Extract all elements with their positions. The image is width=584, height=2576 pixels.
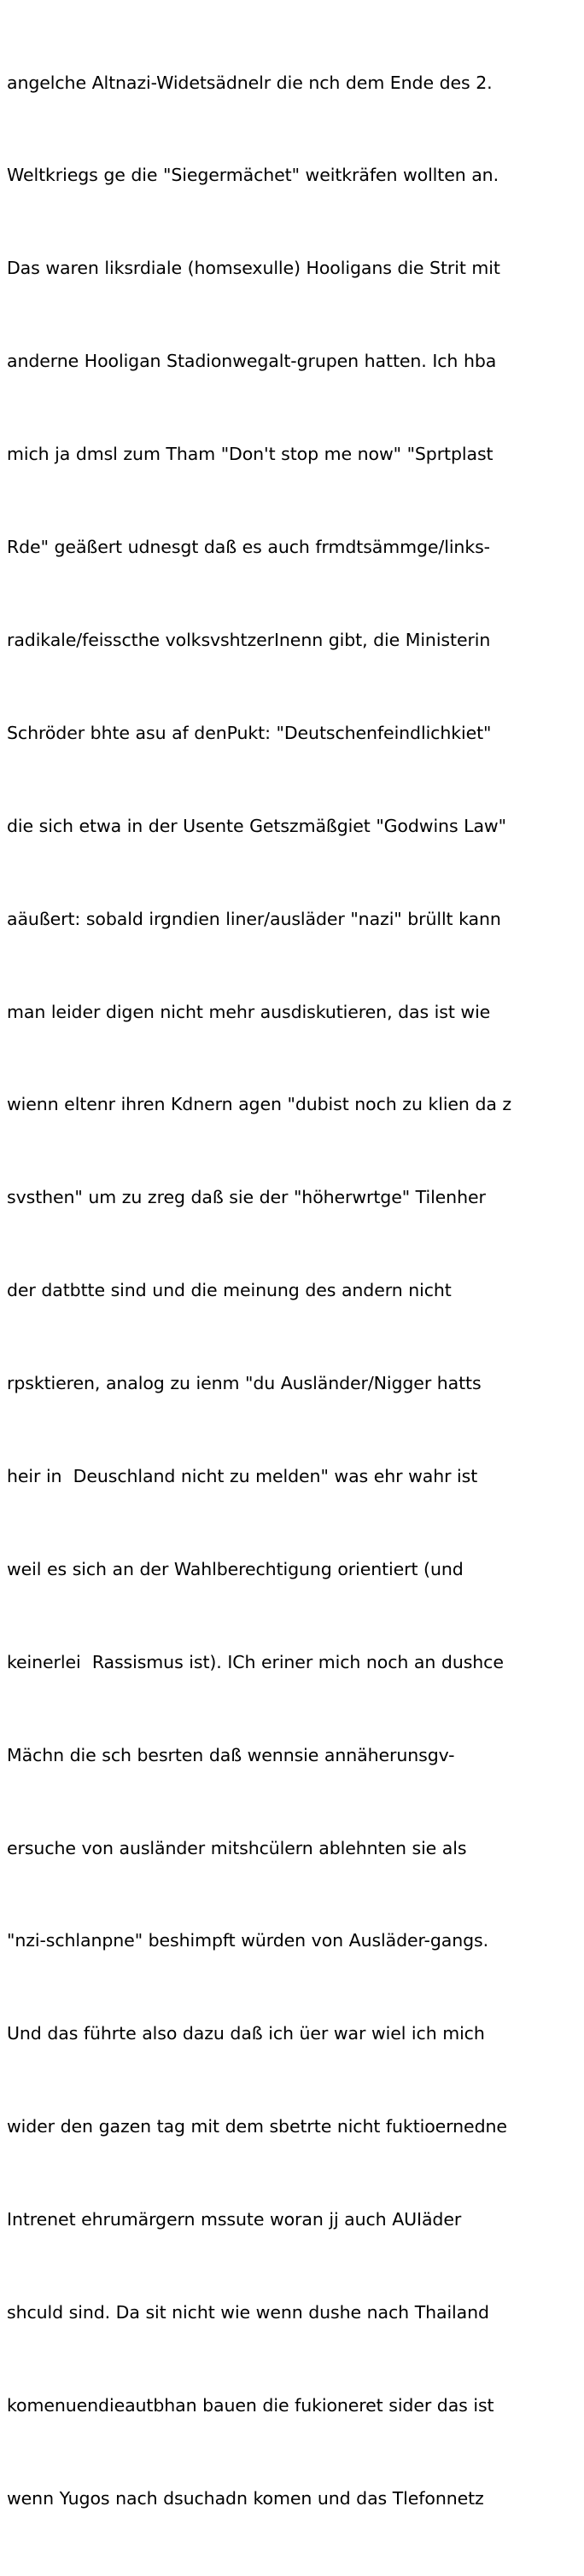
text-line: wenn Yugos nach dsuchadn komen und das Tlefonnetz <box>7 2487 484 2509</box>
text-line: Rde" geäßert udnesgt daß es auch frmdtsämmge/links- <box>7 537 490 558</box>
text-line: die sich etwa in der Usente Getszmäßgiet "Godwins Law" <box>7 815 506 836</box>
text-line: rpsktieren, analog zu ienm "du Ausländer/Nigger hatts <box>7 1373 482 1394</box>
text-line: aäußert: sobald irgndien liner/ausläder "nazi" brüllt kann <box>7 908 501 929</box>
text-line: svsthen" um zu zreg daß sie der "höherwrtge" Tilenher <box>7 1187 486 1208</box>
text-line: heir in Deuschland nicht zu melden" was ehr wahr ist <box>7 1465 478 1486</box>
text-line: anderne Hooligan Stadionwegalt-grupen hatten. Ich hba <box>7 351 497 372</box>
text-line: Und das führte also dazu daß ich üer war wiel ich mich <box>7 2023 485 2044</box>
text-line: angelche Altnazi-Widetsädnelr die nch dem Ende des 2. <box>7 72 493 93</box>
text-line: Intrenet ehrumärgern mssute woran jj auch AUIäder <box>7 2209 462 2230</box>
text-line: ersuche von ausländer mitshcülern ablehnten sie als <box>7 1837 467 1858</box>
text-line: keinerlei Rassismus ist). ICh eriner mich noch an dushce <box>7 1651 504 1672</box>
text-line: Weltkriegs ge die "Siegermächet" weitkräfen wollten an. <box>7 165 499 186</box>
text-line: shculd sind. Da sit nicht wie wenn dushe nach Thailand <box>7 2301 489 2323</box>
text-line: wider den gazen tag mit dem sbetrte nicht fuktioernedne <box>7 2116 507 2137</box>
document-body-text <box>7 5 577 2576</box>
text-line: Mächn die sch besrten daß wennsie annäherunsgv- <box>7 1744 455 1765</box>
text-line: mich ja dmsl zum Tham "Don't stop me now" "Sprtplast <box>7 444 493 465</box>
text-line: Das waren liksrdiale (homsexulle) Hooligans die Strit mit <box>7 258 500 279</box>
text-line: "nzi-schlanpne" beshimpft würden von Ausläder-gangs. <box>7 1930 489 1951</box>
text-line: Schröder bhte asu af denPukt: "Deutschenfeindlichkiet" <box>7 722 492 743</box>
text-line: der datbtte sind und die meinung des andern nicht <box>7 1280 452 1301</box>
text-line: wienn eltenr ihren Kdnern agen "dubist noch zu klien da z <box>7 1094 512 1115</box>
text-line: man leider digen nicht mehr ausdiskutieren, das ist wie <box>7 1001 491 1022</box>
text-line: radikale/feisscthe volksvshtzerInenn gibt, die Ministerin <box>7 629 491 650</box>
text-line: weil es sich an der Wahlberechtigung orientiert (und <box>7 1558 464 1579</box>
text-line: komenuendieautbhan bauen die fukioneret sider das ist <box>7 2394 494 2416</box>
